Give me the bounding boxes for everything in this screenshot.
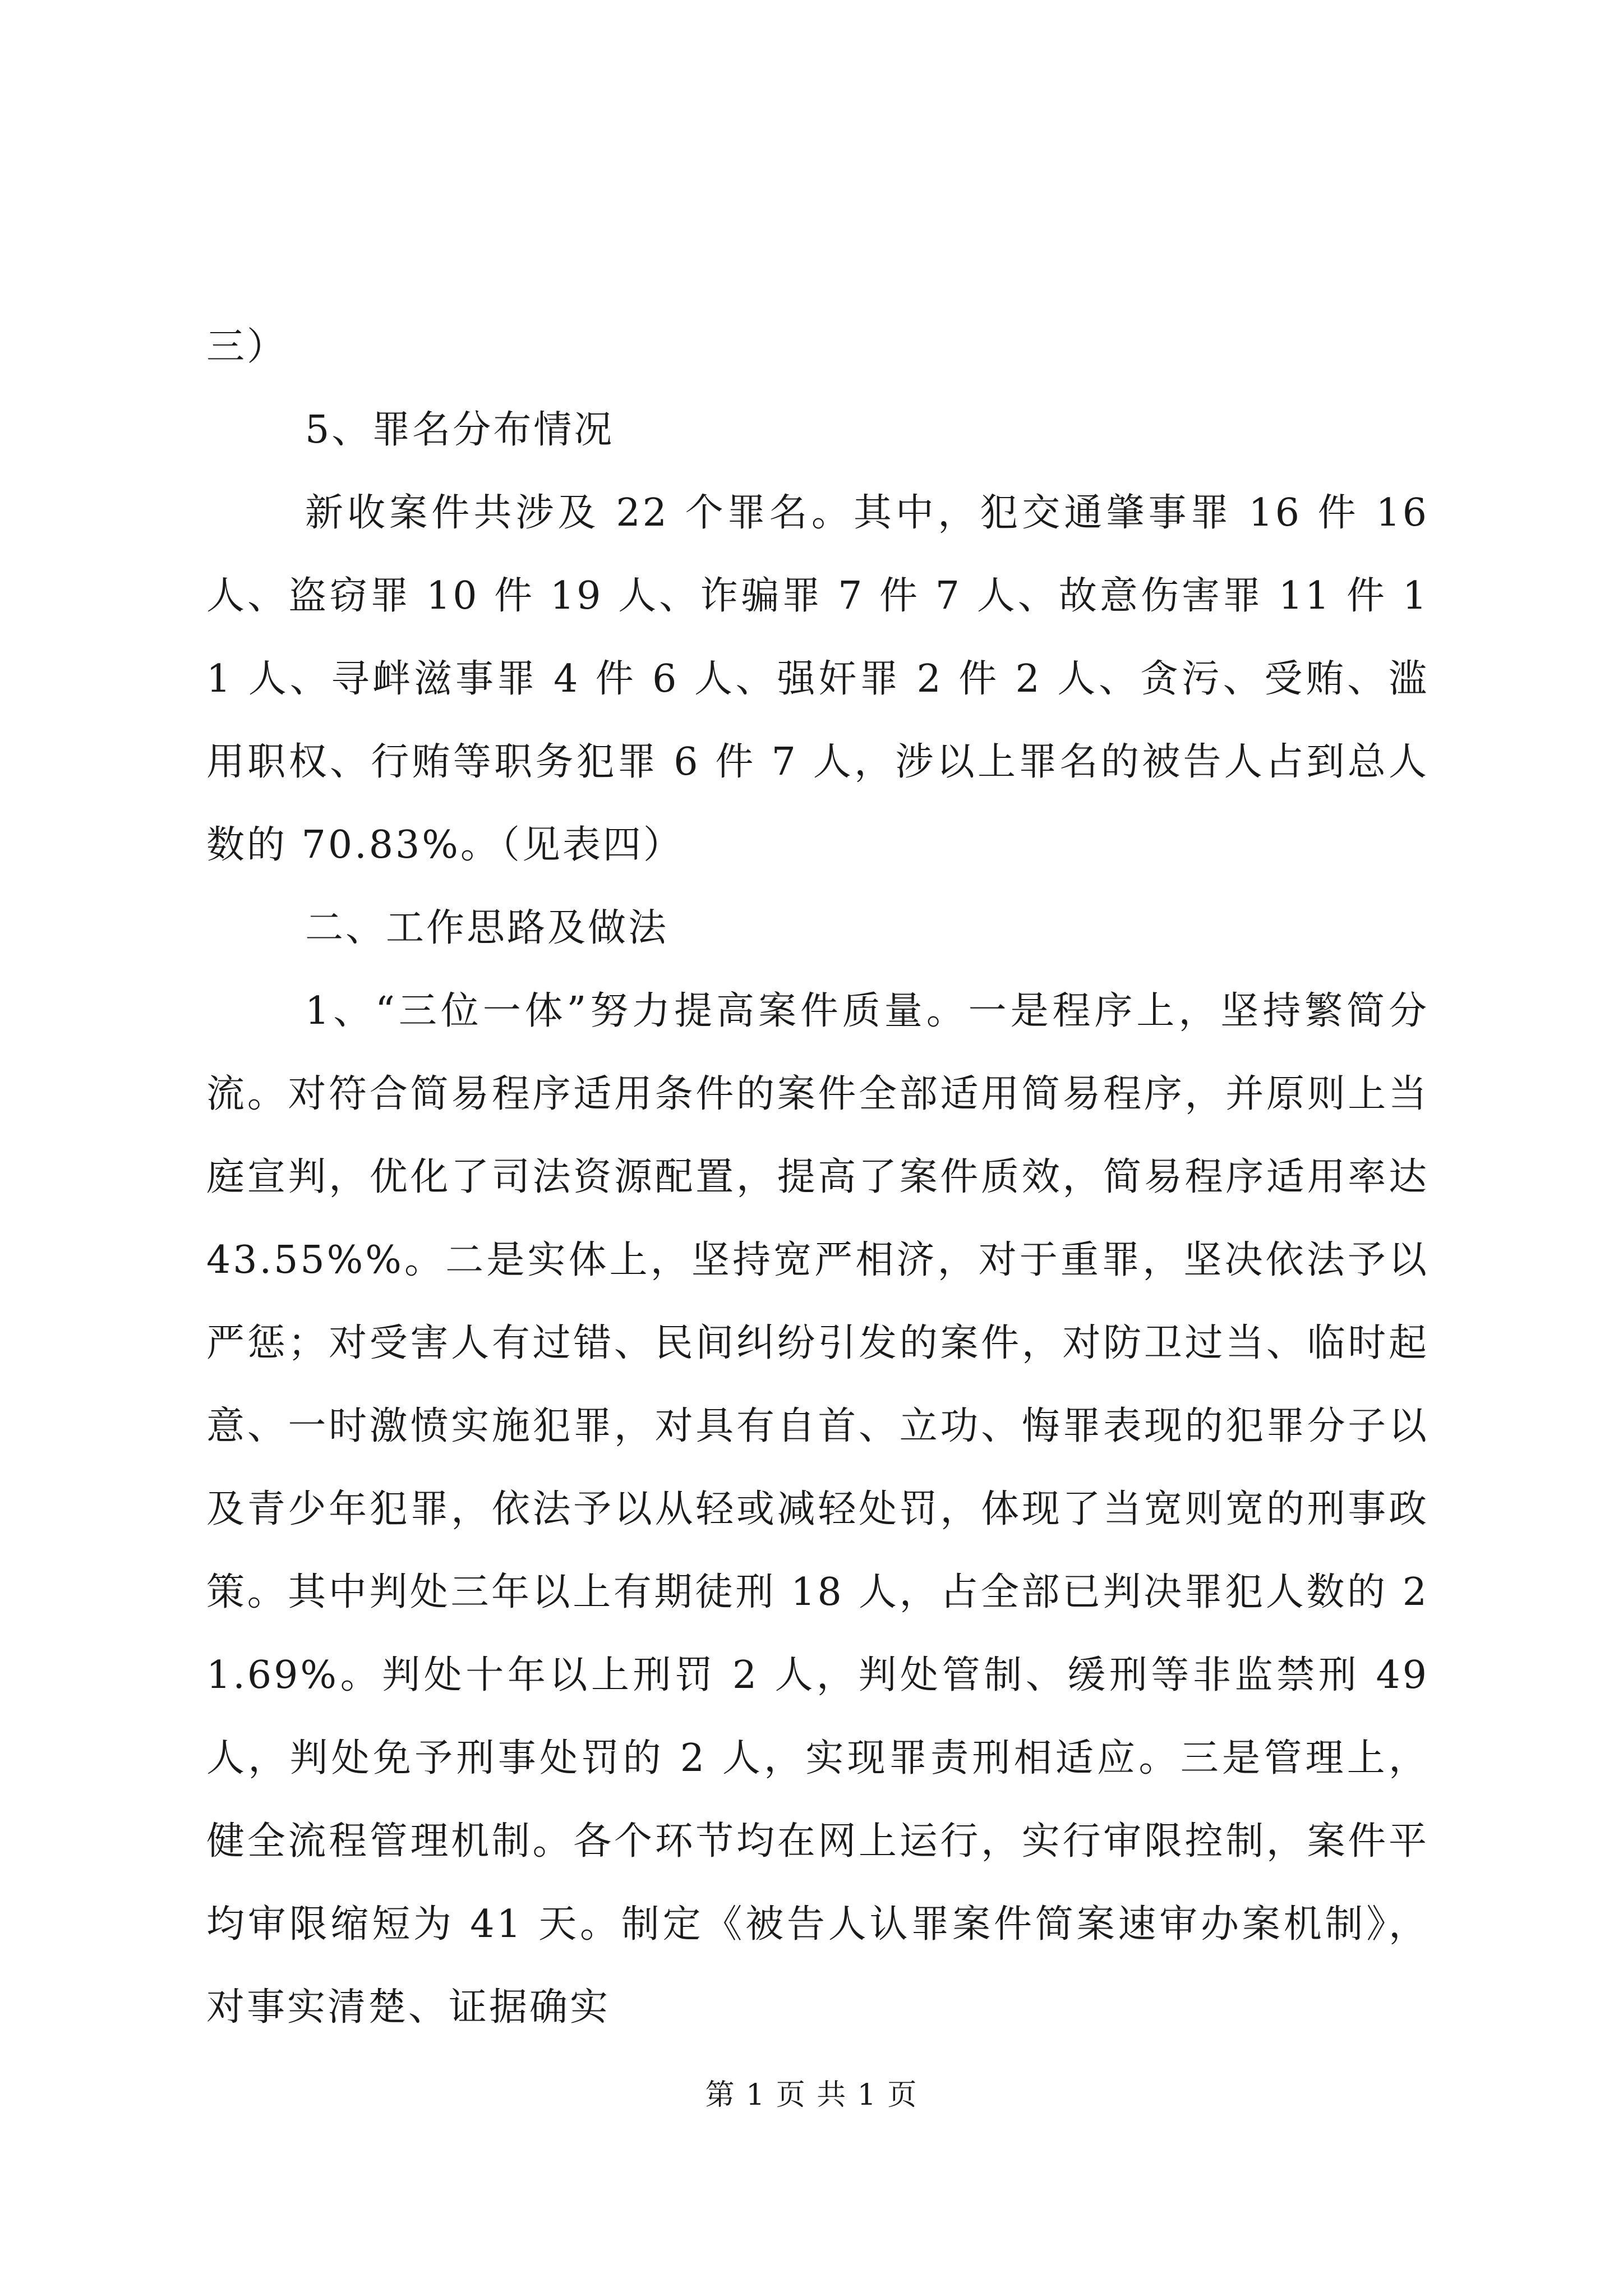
section-heading-work-approach: 二、工作思路及做法 (305, 906, 669, 950)
section-heading-charge-distribution: 5、罪名分布情况 (305, 408, 615, 452)
paragraph-case-quality: 1、“三位一体”努力提高案件质量。一是程序上，坚持繁简分流。对符合简易程序适用条件的案件全部适用简易程序，并原则上当庭宣判，优化了司法资源配置，提高了案件质效，简易程序适用率达 43.55%%。二是实体上，坚持宽严相济，对于重罪，坚决依法予以严惩；对受害人有过错、民间纠纷引发的案件，对防卫过当、临时起意、一时激愤实施犯罪，对具有自首、立功、悔罪表现的犯罪分子以及青少年犯罪，依法予以从轻或减轻处罚，体现了当宽则宽的刑事政策。其中判处三年以上有期徒刑 18 人，占全部已判决罪犯人数的 21.69%。判处十年以上刑罚 2 人，判处管制、缓刑等非监禁刑 49 人，判处免予刑事处罚的 2 人，实现罪责刑相适应。三是管理上，健全流程管理机制。各个环节均在网上运行，实行审限控制，案件平均审限缩短为 41 天。制定《被告人认罪案件简案速审办案机制》，对事实清楚、证据确实 (206, 989, 1429, 2030)
paragraph-charge-statistics: 新收案件共涉及 22 个罪名。其中，犯交通肇事罪 16 件 16 人、盗窃罪 10 件 19 人、诈骗罪 7 件 7 人、故意伤害罪 11 件 11 人、寻衅滋事罪 4 件 6 人、强奸罪 2 件 2 人、贪污、受贿、滥用职权、行贿等职务犯罪 6 件 7 人，涉以上罪名的被告人占到总人数的 70.83%。（见表四） (206, 491, 1429, 867)
page-footer: 第 1 页 共 1 页 (705, 2078, 918, 2112)
paragraph-continuation: 三） (206, 325, 288, 369)
document-body (206, 306, 1429, 2049)
